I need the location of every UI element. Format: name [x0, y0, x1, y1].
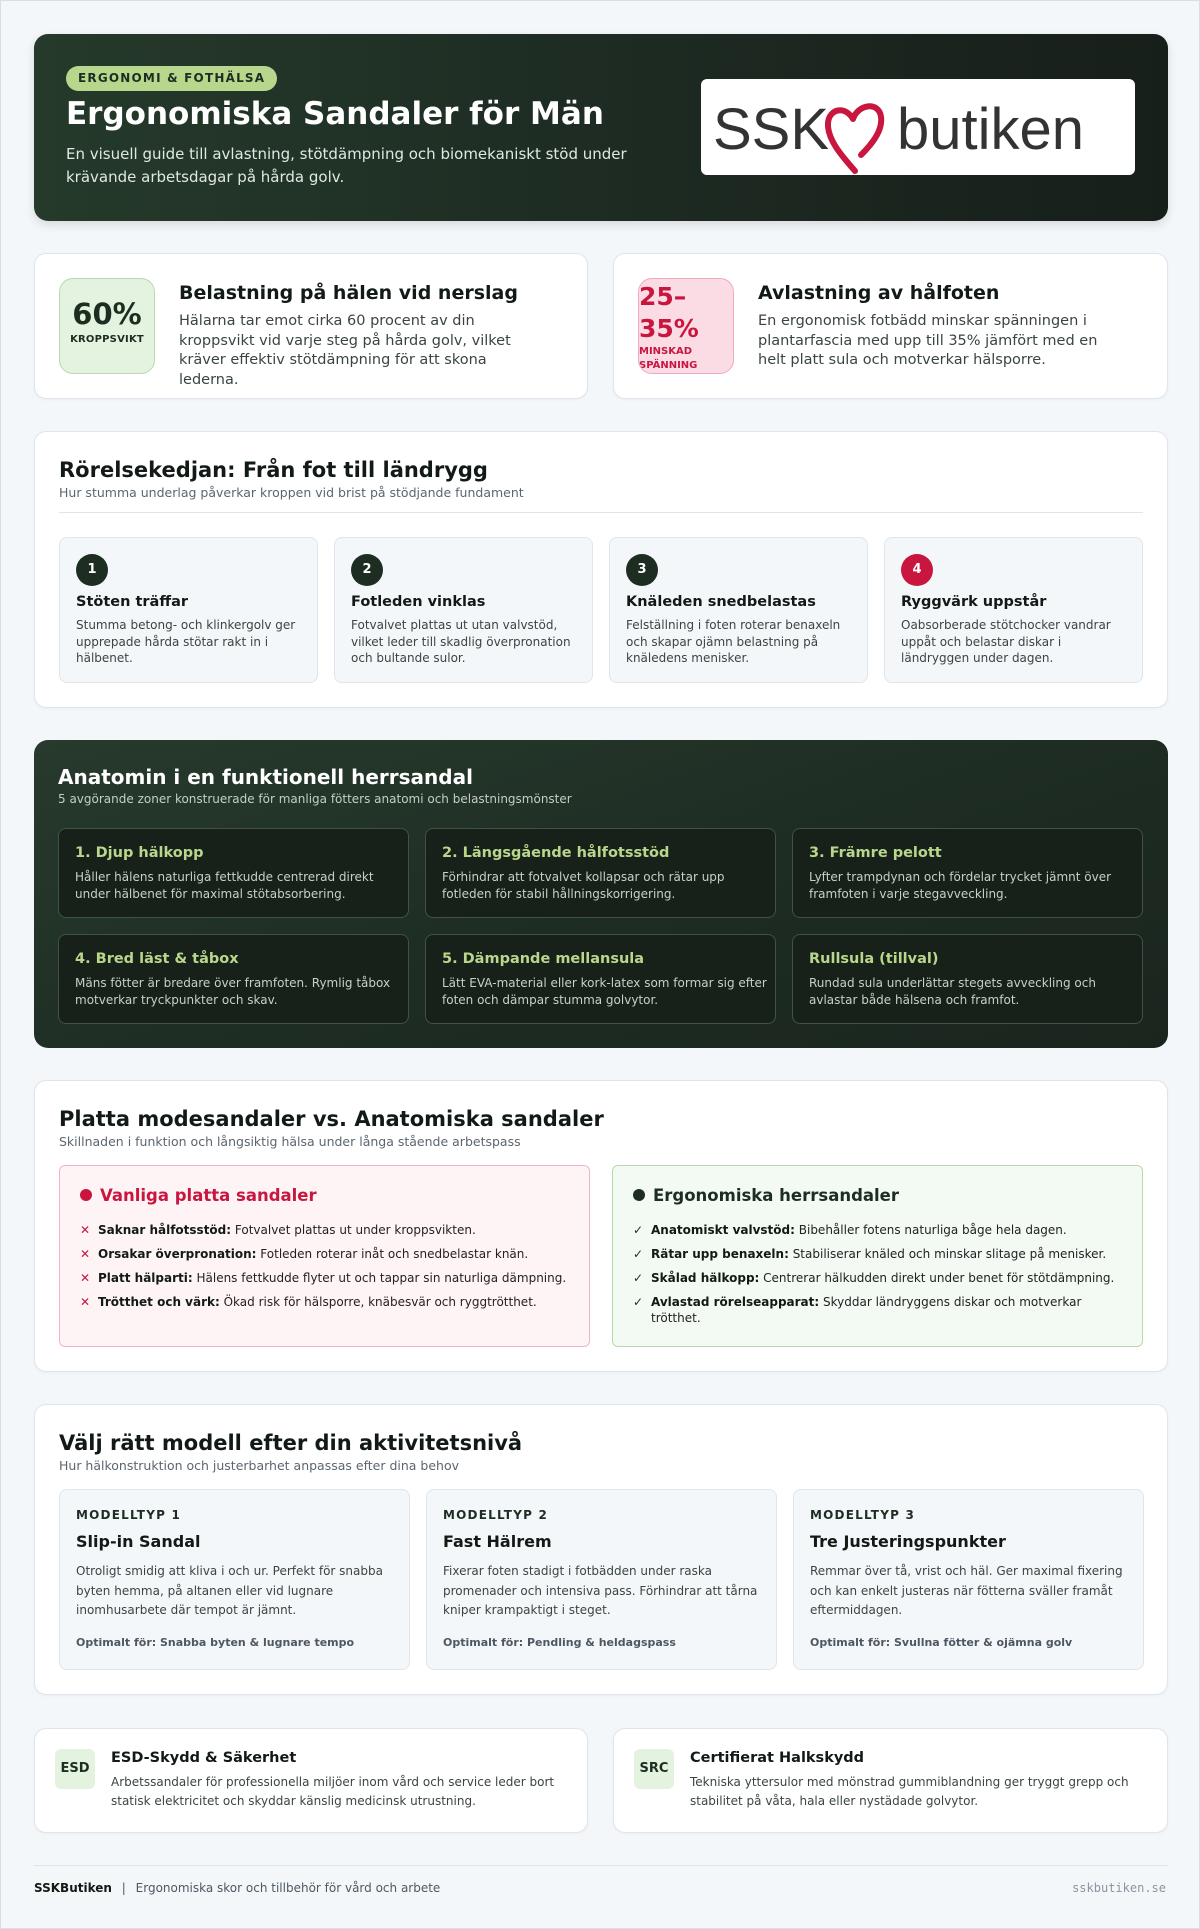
info-text: Tekniska yttersulor med mönstrad gummiblandning ger tryggt grepp och stabilitet på våta, hala eller nystädade golvytor.: [690, 1775, 1129, 1808]
zone-text: Rundad sula underlättar stegets avveckling och avlastar både hälsena och framfot.: [809, 976, 1096, 1007]
anatomy-zone: [58, 934, 409, 1024]
item-text: Fotvalvet plattas ut under kroppsvikten.: [231, 1223, 476, 1237]
page-title: Ergonomiska Sandaler för Män: [66, 96, 604, 132]
check-icon: ✓: [633, 1295, 644, 1309]
item-text: Hälens fettkudde flyter ut och tappar sin naturliga dämpning.: [192, 1271, 567, 1285]
cross-icon: ✕: [80, 1271, 91, 1285]
zone-title: 3. Främre pelott: [809, 845, 942, 861]
item-label: Anatomiskt valvstöd:: [651, 1223, 795, 1237]
info-title: Certifierat Halkskydd: [690, 1750, 865, 1766]
chain-step: [884, 537, 1143, 683]
stat-caption: KROPPSVIKT: [70, 334, 144, 345]
zone-text: Håller hälens naturliga fettkudde centrerad direkt under hälbenet för maximal stötabsorbering.: [75, 870, 374, 901]
comparison-list: [80, 1222, 575, 1318]
section-title: Välj rätt modell efter din aktivitetsnivå: [59, 1431, 523, 1455]
zone-title: 1. Djup hälkopp: [75, 845, 204, 861]
footer-divider: [34, 1865, 1168, 1866]
comparison-ergonomic-sandals: [612, 1165, 1143, 1347]
anatomy-zone: [792, 934, 1143, 1024]
comparison-heading-text: Ergonomiska herrsandaler: [653, 1186, 900, 1205]
item-label: Rätar upp benaxeln:: [651, 1247, 789, 1261]
item-label: Avlastad rörelseapparat:: [651, 1295, 820, 1309]
item-label: Platt hälparti:: [98, 1271, 193, 1285]
info-card-esd: [34, 1728, 588, 1833]
check-icon: ✓: [633, 1271, 644, 1285]
item-text: Centrerar hälkudden direkt under benet för stötdämpning.: [759, 1271, 1115, 1285]
section-subtitle: Hur hälkonstruktion och justerbarhet anpassas efter dina behov: [59, 1458, 460, 1473]
chain-step: [334, 537, 593, 683]
comparison-list-item: [80, 1222, 575, 1238]
item-text: Bibehåller fotens naturliga båge hela dagen.: [794, 1223, 1067, 1237]
model-type: MODELLTYP 3: [810, 1508, 916, 1522]
zone-title: 2. Längsgående hålfotsstöd: [442, 845, 670, 861]
footer-brand: SSKButiken: [34, 1881, 112, 1895]
section-title: Platta modesandaler vs. Anatomiska sandaler: [59, 1107, 604, 1131]
comparison-list-item: [80, 1294, 575, 1310]
section-subtitle: 5 avgörande zoner konstruerade för manliga fötters anatomi och belastningsmönster: [58, 792, 572, 806]
item-text: Ökad risk för hälsporre, knäbesvär och ryggtrötthet.: [219, 1295, 537, 1309]
stat-value: 60%: [72, 297, 142, 331]
footer-tagline: Ergonomiska skor och tillbehör för vård och arbete: [135, 1881, 441, 1895]
stat-title: Avlastning av hålfoten: [758, 282, 1000, 304]
check-icon: ✓: [633, 1247, 644, 1261]
step-text: Felställning i foten roterar benaxeln och skapar ojämn belastning på knäledens menisker.: [626, 618, 841, 665]
comparison-list-item: [633, 1270, 1128, 1286]
page-subtitle: En visuell guide till avlastning, stötdämpning och biomekaniskt stöd under krävande arbetsdagar på hårda golv.: [66, 145, 627, 186]
model-type: MODELLTYP 2: [443, 1508, 549, 1522]
logo-graphic: [701, 79, 1135, 175]
movement-chain-section: [34, 431, 1168, 708]
section-title: Rörelsekedjan: Från fot till ländrygg: [59, 458, 488, 482]
model-card[interactable]: [793, 1489, 1144, 1670]
logo-text-right: butiken: [897, 97, 1085, 162]
cross-icon: ✕: [80, 1223, 91, 1237]
section-subtitle: Skillnaden i funktion och långsiktig hälsa under långa stående arbetspass: [59, 1134, 521, 1149]
bullet-dot-icon: [633, 1189, 645, 1201]
item-label: Trötthet och värk:: [98, 1295, 220, 1309]
item-label: Skålad hälkopp:: [651, 1271, 760, 1285]
step-title: Stöten träffar: [76, 594, 189, 610]
model-type: MODELLTYP 1: [76, 1508, 182, 1522]
item-text: Fotleden roterar inåt och snedbelastar knän.: [256, 1247, 529, 1261]
comparison-flat-sandals: [59, 1165, 590, 1347]
comparison-list-item: [80, 1246, 575, 1262]
item-text: Skyddar ländryggens diskar och motverkar trötthet.: [651, 1295, 1082, 1325]
heart-icon: [828, 106, 881, 171]
comparison-heading-text: Vanliga platta sandaler: [100, 1186, 317, 1205]
model-name: Tre Justeringspunkter: [810, 1532, 1006, 1551]
stat-text: Hälarna tar emot cirka 60 procent av din kroppsvikt vid varje steg på hårda golv, vilket kräver effektiv stötdämpning för att skona lederna.: [179, 313, 511, 388]
anatomy-zone: [58, 828, 409, 918]
step-number: 3: [626, 554, 658, 586]
item-label: Saknar hålfotsstöd:: [98, 1223, 232, 1237]
model-description: Fixerar foten stadigt i fotbädden under raska promenader och intensiva pass. Förhindrar att tårna kniper krampaktigt i steget.: [443, 1564, 758, 1617]
comparison-list: [633, 1222, 1128, 1334]
cross-icon: ✕: [80, 1247, 91, 1261]
category-tag: ERGONOMI & FOTHÄLSA: [66, 66, 277, 91]
zone-title: Rullsula (tillval): [809, 951, 939, 967]
models-section: [34, 1404, 1168, 1695]
model-description: Remmar över tå, vrist och häl. Ger maximal fixering och kan enkelt justeras när fötterna sväller framåt eftermiddagen.: [810, 1564, 1123, 1617]
step-number: 4: [901, 554, 933, 586]
zone-text: Lätt EVA-material eller kork-latex som formar sig efter foten och dämpar stumma golvytor.: [442, 976, 767, 1007]
step-title: Knäleden snedbelastas: [626, 594, 816, 610]
model-best-for: Optimalt för: Pendling & heldagspass: [443, 1636, 676, 1649]
divider: [59, 512, 1143, 513]
anatomy-zone: [792, 828, 1143, 918]
step-text: Fotvalvet plattas ut utan valvstöd, vilket leder till skadlig överpronation och bultande sulor.: [351, 618, 571, 665]
esd-icon: ESD: [55, 1749, 95, 1789]
item-text: Stabiliserar knäled och minskar slitage på menisker.: [788, 1247, 1107, 1261]
step-title: Fotleden vinklas: [351, 594, 486, 610]
comparison-list-item: [633, 1294, 1128, 1326]
logo-text-left: SSK: [713, 97, 830, 162]
brand-logo[interactable]: [701, 79, 1135, 175]
comparison-list-item: [633, 1222, 1128, 1238]
info-text: Arbetssandaler för professionella miljöer inom vård och service leder bort statisk elektricitet och skyddar känslig medicinsk utrustning.: [111, 1775, 555, 1808]
model-name: Slip-in Sandal: [76, 1532, 201, 1551]
step-text: Oabsorberade stötchocker vandrar uppåt och belastar diskar i ländryggen under dagen.: [901, 618, 1111, 665]
model-best-for: Optimalt för: Svullna fötter & ojämna golv: [810, 1636, 1073, 1649]
model-card[interactable]: [426, 1489, 777, 1670]
anatomy-zone: [425, 934, 776, 1024]
src-icon: SRC: [634, 1749, 674, 1789]
anatomy-section: [34, 740, 1168, 1048]
model-description: Otroligt smidig att kliva i och ur. Perfekt för snabba byten hemma, på altanen eller vid lugnare inomhusarbete där tempot är jämnt.: [76, 1564, 383, 1617]
item-label: Orsakar överpronation:: [98, 1247, 257, 1261]
comparison-list-item: [80, 1270, 575, 1286]
stat-caption: MINSKAD SPÄNNING: [639, 346, 698, 371]
hero-banner: [34, 34, 1168, 221]
stat-value: 25–35%: [639, 282, 699, 343]
footer-url-link[interactable]: sskbutiken.se: [1072, 1881, 1166, 1895]
stat-text: En ergonomisk fotbädd minskar spänningen i plantarfascia med upp till 35% jämfört med en helt platt sula och motverkar hälsporre.: [758, 313, 1098, 368]
bullet-dot-icon: [80, 1189, 92, 1201]
zone-text: Förhindrar att fotvalvet kollapsar och rätar upp fotleden för stabil hållningskorrigering.: [442, 870, 725, 901]
comparison-heading: [80, 1186, 317, 1205]
zone-text: Mäns fötter är bredare över framfoten. Rymlig tåbox motverkar tryckpunkter och skav.: [75, 976, 391, 1007]
model-best-for: Optimalt för: Snabba byten & lugnare tempo: [76, 1636, 355, 1649]
cross-icon: ✕: [80, 1295, 91, 1309]
stat-card-arch: [613, 253, 1168, 399]
info-title: ESD-Skydd & Säkerhet: [111, 1750, 297, 1766]
check-icon: ✓: [633, 1223, 644, 1237]
anatomy-zone: [425, 828, 776, 918]
footer-separator: |: [121, 1881, 126, 1895]
stat-badge: [638, 278, 734, 374]
model-name: Fast Hälrem: [443, 1532, 552, 1551]
zone-title: 5. Dämpande mellansula: [442, 951, 645, 967]
chain-step: [59, 537, 318, 683]
section-subtitle: Hur stumma underlag påverkar kroppen vid brist på stödjande fundament: [59, 485, 524, 500]
step-text: Stumma betong- och klinkergolv ger upprepade hårda stötar rakt in i hälbenet.: [76, 618, 296, 665]
section-title: Anatomin i en funktionell herrsandal: [58, 765, 473, 789]
step-number: 2: [351, 554, 383, 586]
chain-step: [609, 537, 868, 683]
stat-badge: [59, 278, 155, 374]
zone-text: Lyfter trampdynan och fördelar trycket jämnt över framfoten i varje stegavveckling.: [809, 870, 1112, 901]
info-card-src: [613, 1728, 1168, 1833]
comparison-section: [34, 1080, 1168, 1372]
footer-brand-line: [34, 1881, 440, 1895]
stat-card-heel: [34, 253, 588, 399]
comparison-list-item: [633, 1246, 1128, 1262]
zone-title: 4. Bred läst & tåbox: [75, 951, 239, 967]
stat-title: Belastning på hälen vid nerslag: [179, 282, 518, 304]
step-title: Ryggvärk uppstår: [901, 594, 1047, 610]
comparison-heading: [633, 1186, 899, 1205]
model-card[interactable]: [59, 1489, 410, 1670]
step-number: 1: [76, 554, 108, 586]
